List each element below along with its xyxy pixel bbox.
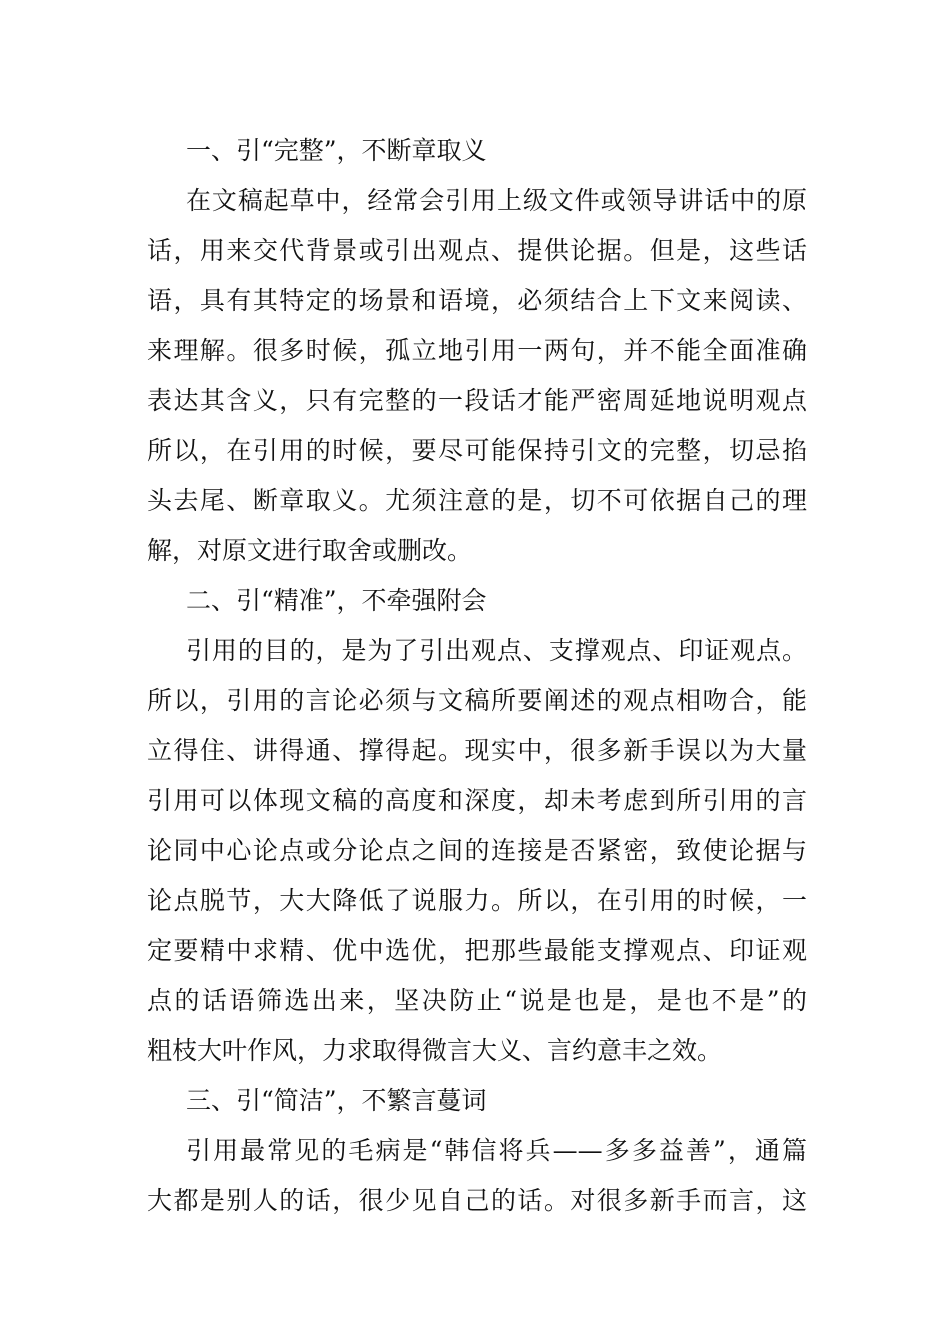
paragraph-line: 引用的目的，是为了引出观点、支撑观点、印证观点。 bbox=[186, 636, 807, 665]
paragraph-line: 点的话语筛选出来，坚决防止“说是也是，是也不是”的 bbox=[147, 986, 807, 1015]
paragraph-line: 头去尾、断章取义。尤须注意的是，切不可依据自己的理 bbox=[147, 486, 807, 515]
paragraph-line: 语，具有其特定的场景和语境，必须结合上下文来阅读、 bbox=[147, 286, 807, 315]
section-heading-1: 一、引“完整”，不断章取义 bbox=[186, 136, 487, 165]
paragraph-line: 所以，在引用的时候，要尽可能保持引文的完整，切忌掐 bbox=[147, 436, 807, 465]
section-heading-2: 二、引“精准”，不牵强附会 bbox=[186, 586, 487, 615]
section-heading-3: 三、引“简洁”，不繁言蔓词 bbox=[186, 1086, 487, 1115]
paragraph-line: 话，用来交代背景或引出观点、提供论据。但是，这些话 bbox=[147, 236, 807, 265]
paragraph-line: 立得住、讲得通、撑得起。现实中，很多新手误以为大量 bbox=[147, 736, 807, 765]
paragraph-line: 引用可以体现文稿的高度和深度，却未考虑到所引用的言 bbox=[147, 786, 807, 815]
paragraph-line: 定要精中求精、优中选优，把那些最能支撑观点、印证观 bbox=[147, 936, 807, 965]
paragraph-line: 解，对原文进行取舍或删改。 bbox=[147, 536, 473, 565]
paragraph-line: 来理解。很多时候，孤立地引用一两句，并不能全面准确 bbox=[147, 336, 807, 365]
paragraph-line: 粗枝大叶作风，力求取得微言大义、言约意丰之效。 bbox=[147, 1036, 723, 1065]
paragraph-line: 表达其含义，只有完整的一段话才能严密周延地说明观点 bbox=[147, 386, 807, 415]
paragraph-line: 在文稿起草中，经常会引用上级文件或领导讲话中的原 bbox=[186, 186, 807, 215]
paragraph-line: 引用最常见的毛病是“韩信将兵——多多益善”，通篇 bbox=[186, 1136, 807, 1165]
paragraph-line: 大都是别人的话，很少见自己的话。对很多新手而言，这 bbox=[147, 1186, 807, 1215]
paragraph-line: 所以，引用的言论必须与文稿所要阐述的观点相吻合，能 bbox=[147, 686, 807, 715]
paragraph-line: 论同中心论点或分论点之间的连接是否紧密，致使论据与 bbox=[147, 836, 807, 865]
paragraph-line: 论点脱节，大大降低了说服力。所以，在引用的时候，一 bbox=[147, 886, 807, 915]
